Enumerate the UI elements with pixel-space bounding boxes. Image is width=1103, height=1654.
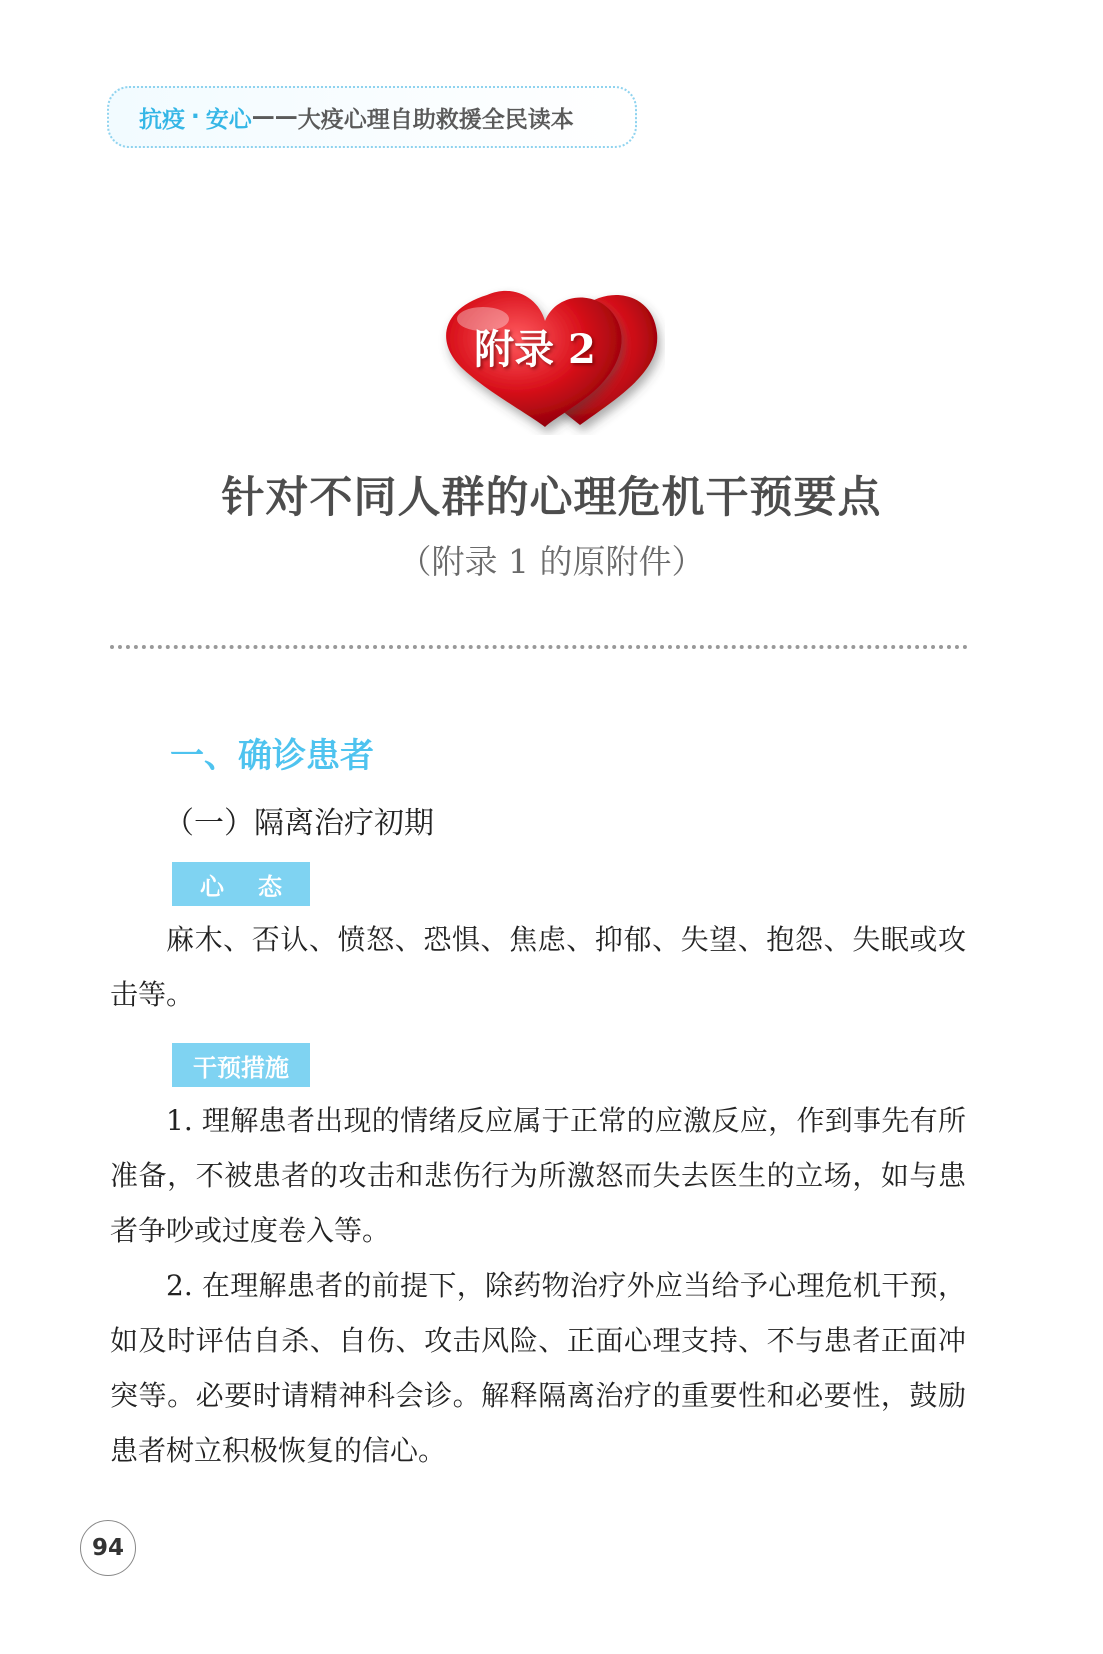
- appendix-label: 附录 2: [474, 326, 596, 373]
- dotted-divider: [110, 645, 968, 649]
- page-number: 94: [80, 1520, 136, 1576]
- page-title: 针对不同人群的心理危机干预要点: [221, 473, 882, 523]
- header-separator: ·: [191, 104, 200, 130]
- measure-paragraph-2: 2. 在理解患者的前提下，除药物治疗外应当给予心理危机干预，如及时评估自杀、自伤、攻击风险、正面心理支持、不与患者正面冲突等。必要时请精神科会诊。解释隔离治疗的重要性和必要性，鼓励患者树立积极恢复的信心。: [110, 1269, 966, 1467]
- header-series-part1: 抗疫: [139, 106, 185, 133]
- section-heading: 一、确诊患者: [170, 736, 374, 776]
- mood-paragraph: 麻木、否认、愤怒、恐惧、焦虑、抑郁、失望、抱怨、失眠或攻击等。: [110, 923, 966, 1011]
- header-dash: ——: [251, 104, 298, 130]
- running-header: [107, 86, 637, 148]
- header-series-part2: 安心: [205, 106, 252, 133]
- header-book-title: 大疫心理自助救援全民读本: [297, 106, 574, 133]
- mood-tag: 心态: [172, 862, 310, 906]
- subsection-heading: （一）隔离治疗初期: [164, 806, 434, 841]
- measures-tag: 干预措施: [172, 1043, 310, 1087]
- page-subtitle: （附录 1 的原附件）: [398, 542, 705, 581]
- measure-paragraph-1: 1. 理解患者出现的情绪反应属于正常的应激反应，作到事先有所准备，不被患者的攻击和悲伤行为所激怒而失去医生的立场，如与患者争吵或过度卷入等。: [110, 1104, 966, 1247]
